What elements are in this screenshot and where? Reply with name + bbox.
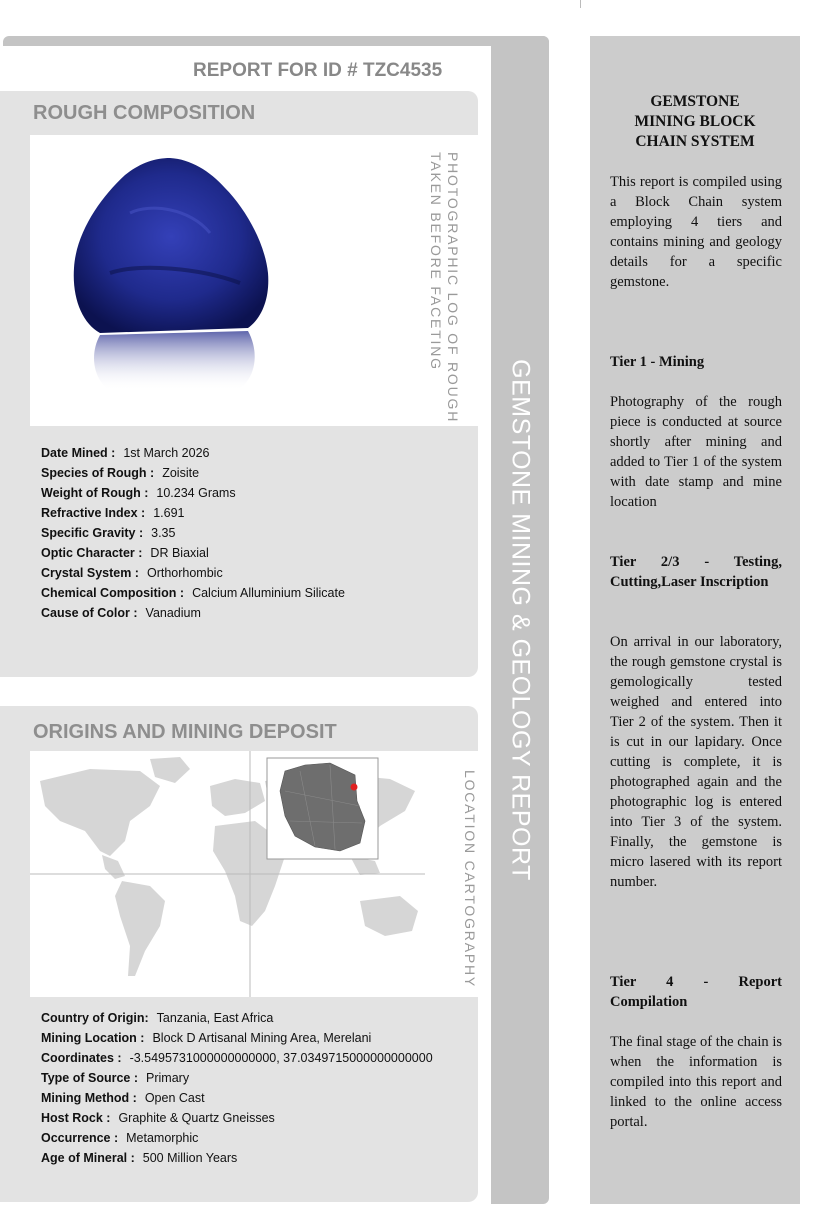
detail-row: Chemical Composition : Calcium Alluminium Silicate bbox=[41, 586, 345, 600]
detail-row: Host Rock : Graphite & Quartz Gneisses bbox=[41, 1111, 275, 1125]
top-divider-tick bbox=[580, 0, 581, 8]
detail-row: Age of Mineral : 500 Million Years bbox=[41, 1151, 238, 1165]
tier23-text: On arrival in our laboratory, the rough gemstone crystal is gemologically tested weighed and entered into Tier 2 of the system. Then it is cut in our lapidary. Once cutting is complete, it is photographed again and the photographic log is entered into Tier 3 of the system. Finally, the gemstone is micro lasered with its report number. bbox=[610, 634, 782, 890]
photo-log-label-line2: TAKEN BEFORE FACETING bbox=[428, 152, 444, 371]
tier1-heading: Tier 1 - Mining bbox=[610, 354, 705, 370]
world-map-image bbox=[30, 751, 425, 997]
tier23-heading: Tier 2/3 - Testing, Cutting,Laser Inscription bbox=[610, 554, 782, 590]
rough-gemstone-image bbox=[70, 153, 270, 403]
side-intro: This report is compiled using a Block Chain system employing 4 tiers and contains mining and geology details for a specific gemstone. bbox=[610, 174, 782, 290]
detail-row: Mining Method : Open Cast bbox=[41, 1091, 205, 1105]
header-bar bbox=[3, 36, 549, 46]
detail-row: Optic Character : DR Biaxial bbox=[41, 546, 209, 560]
detail-row: Country of Origin: Tanzania, East Africa bbox=[41, 1011, 274, 1025]
detail-row: Crystal System : Orthorhombic bbox=[41, 566, 223, 580]
side-title: GEMSTONE MINING BLOCK CHAIN SYSTEM bbox=[634, 93, 756, 150]
detail-row: Type of Source : Primary bbox=[41, 1071, 190, 1085]
photo-log-label-line1: PHOTOGRAPHIC LOG OF ROUGH bbox=[445, 152, 461, 424]
origins-title: ORIGINS AND MINING DEPOSIT bbox=[33, 721, 337, 743]
tier4-text: The final stage of the chain is when the information is compiled into this report and linked to the online access portal. bbox=[610, 1034, 782, 1130]
detail-row: Weight of Rough : 10.234 Grams bbox=[41, 486, 236, 500]
tier1-text: Photography of the rough piece is conducted at source shortly after mining and added to Tier 1 of the system with date stamp and mine location bbox=[610, 394, 782, 510]
detail-row: Cause of Color : Vanadium bbox=[41, 606, 201, 620]
detail-row: Specific Gravity : 3.35 bbox=[41, 526, 176, 540]
location-cartography-label: LOCATION CARTOGRAPHY bbox=[462, 770, 478, 989]
rough-composition-title: ROUGH COMPOSITION bbox=[33, 102, 256, 124]
detail-row: Refractive Index : 1.691 bbox=[41, 506, 185, 520]
detail-row: Coordinates : -3.5495731000000000000, 37.0349715000000000000 bbox=[41, 1051, 433, 1065]
rough-photo-box bbox=[30, 135, 478, 426]
rough-photo bbox=[30, 135, 321, 426]
blockchain-side-panel bbox=[590, 36, 800, 1204]
detail-row: Species of Rough : Zoisite bbox=[41, 466, 200, 480]
report-id: REPORT FOR ID # TZC4535 bbox=[193, 60, 443, 81]
rough-details-list bbox=[41, 443, 345, 623]
origin-details-list bbox=[41, 1008, 433, 1168]
detail-row: Date Mined : 1st March 2026 bbox=[41, 446, 210, 460]
detail-row: Occurrence : Metamorphic bbox=[41, 1131, 199, 1145]
vertical-report-title: GEMSTONE MINING & GEOLOGY REPORT bbox=[506, 359, 535, 881]
map-box bbox=[30, 751, 478, 997]
detail-row: Mining Location : Block D Artisanal Mining Area, Merelani bbox=[41, 1031, 372, 1045]
tier4-heading: Tier 4 - Report Compilation bbox=[610, 974, 782, 1010]
